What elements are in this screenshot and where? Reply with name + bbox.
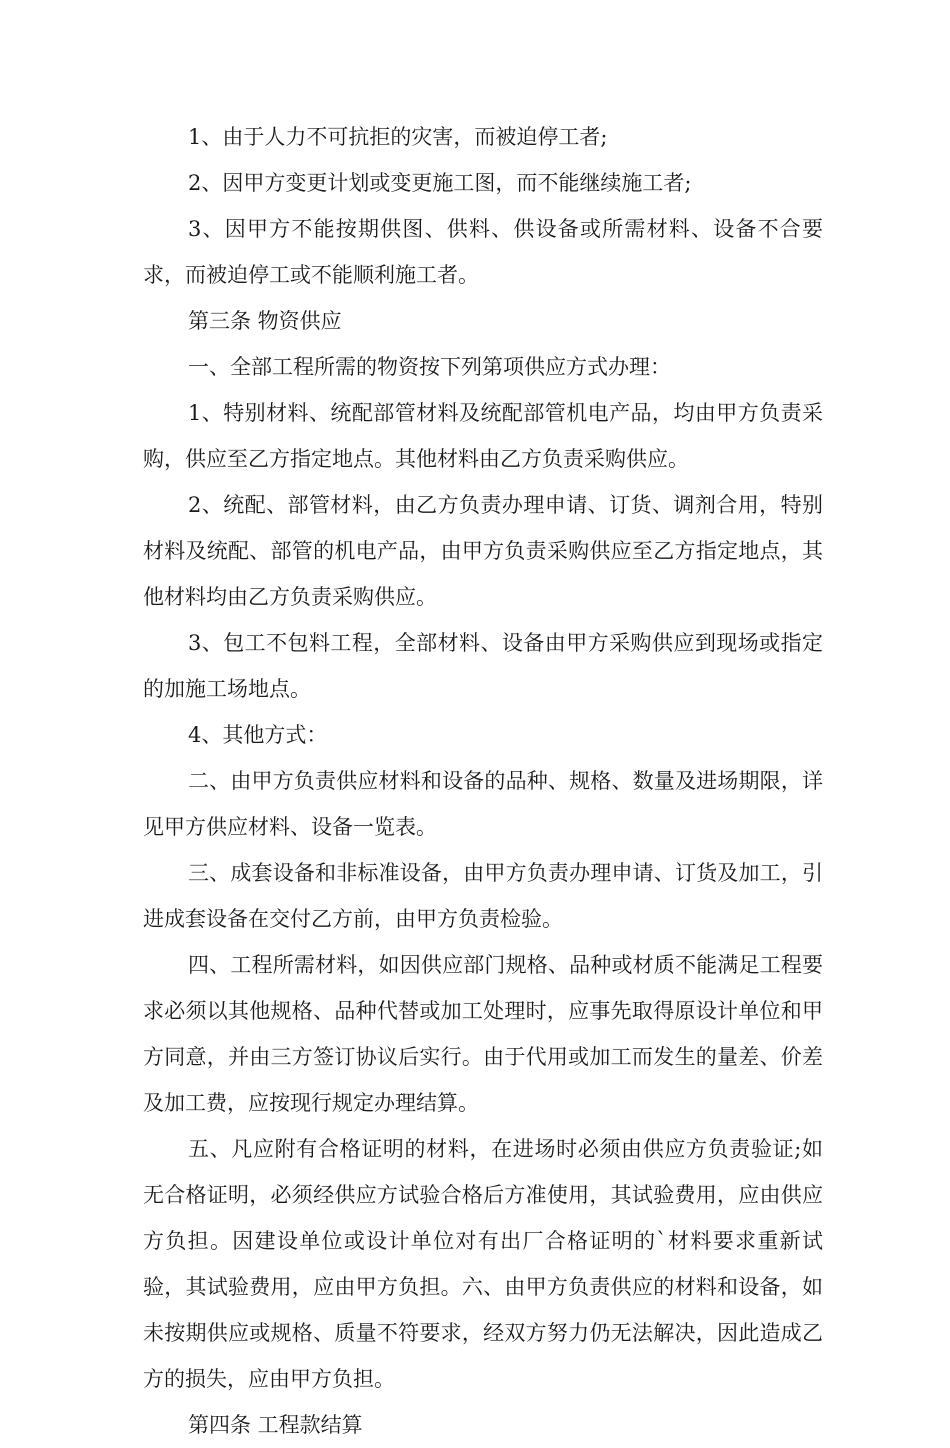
paragraph-clause-4: 四、工程所需材料，如因供应部门规格、品种或材质不能满足工程要求必须以其他规格、品种代替或加工处理时，应事先取得原设计单位和甲方同意，并由三方签订协议后实行。由于代用或加工而发生的量差、价差及加工费，应按现行规定办理结算。 <box>143 953 823 1115</box>
paragraph-supply-1: 1、特别材料、统配部管材料及统配部管机电产品，均由甲方负责采购，供应至乙方指定地点。其他材料由乙方负责采购供应。 <box>143 401 823 471</box>
paragraph-supply-3: 3、包工不包料工程，全部材料、设备由甲方采购供应到现场或指定的加施工场地点。 <box>143 631 823 701</box>
paragraph-clause-3: 三、成套设备和非标准设备，由甲方负责办理申请、订货及加工，引进成套设备在交付乙方前，由甲方负责检验。 <box>143 861 823 931</box>
paragraph-clause-5: 五、凡应附有合格证明的材料，在进场时必须由供应方负责验证;如无合格证明，必须经供应方试验合格后方准使用，其试验费用，应由供应方负担。因建设单位或设计单位对有出厂合格证明的`材料要求重新试验，其试验费用，应由甲方负担。六、由甲方负责供应的材料和设备，如未按期供应或规格、质量不符要求，经双方努力仍无法解决，因此造成乙方的损失，应由甲方负担。 <box>143 1137 823 1391</box>
paragraph-clause-2: 二、由甲方负责供应材料和设备的品种、规格、数量及进场期限，详见甲方供应材料、设备一览表。 <box>143 769 823 839</box>
section-heading-article-3: 第三条 物资供应 <box>188 309 342 333</box>
paragraph-item-2: 2、因甲方变更计划或变更施工图，而不能继续施工者; <box>188 171 692 195</box>
paragraph-supply-method: 一、全部工程所需的物资按下列第项供应方式办理： <box>188 355 671 379</box>
paragraph-supply-2: 2、统配、部管材料，由乙方负责办理申请、订货、调剂合用，特别材料及统配、部管的机电产品，由甲方负责采购供应至乙方指定地点，其他材料均由乙方负责采购供应。 <box>143 493 823 609</box>
section-heading-article-4: 第四条 工程款结算 <box>188 1413 363 1437</box>
document-body <box>143 114 823 1448</box>
paragraph-item-3: 3、因甲方不能按期供图、供料、供设备或所需材料、设备不合要求，而被迫停工或不能顺利施工者。 <box>143 217 823 287</box>
paragraph-supply-4: 4、其他方式： <box>188 723 328 747</box>
paragraph-item-1: 1、由于人力不可抗拒的灾害，而被迫停工者; <box>188 125 608 149</box>
